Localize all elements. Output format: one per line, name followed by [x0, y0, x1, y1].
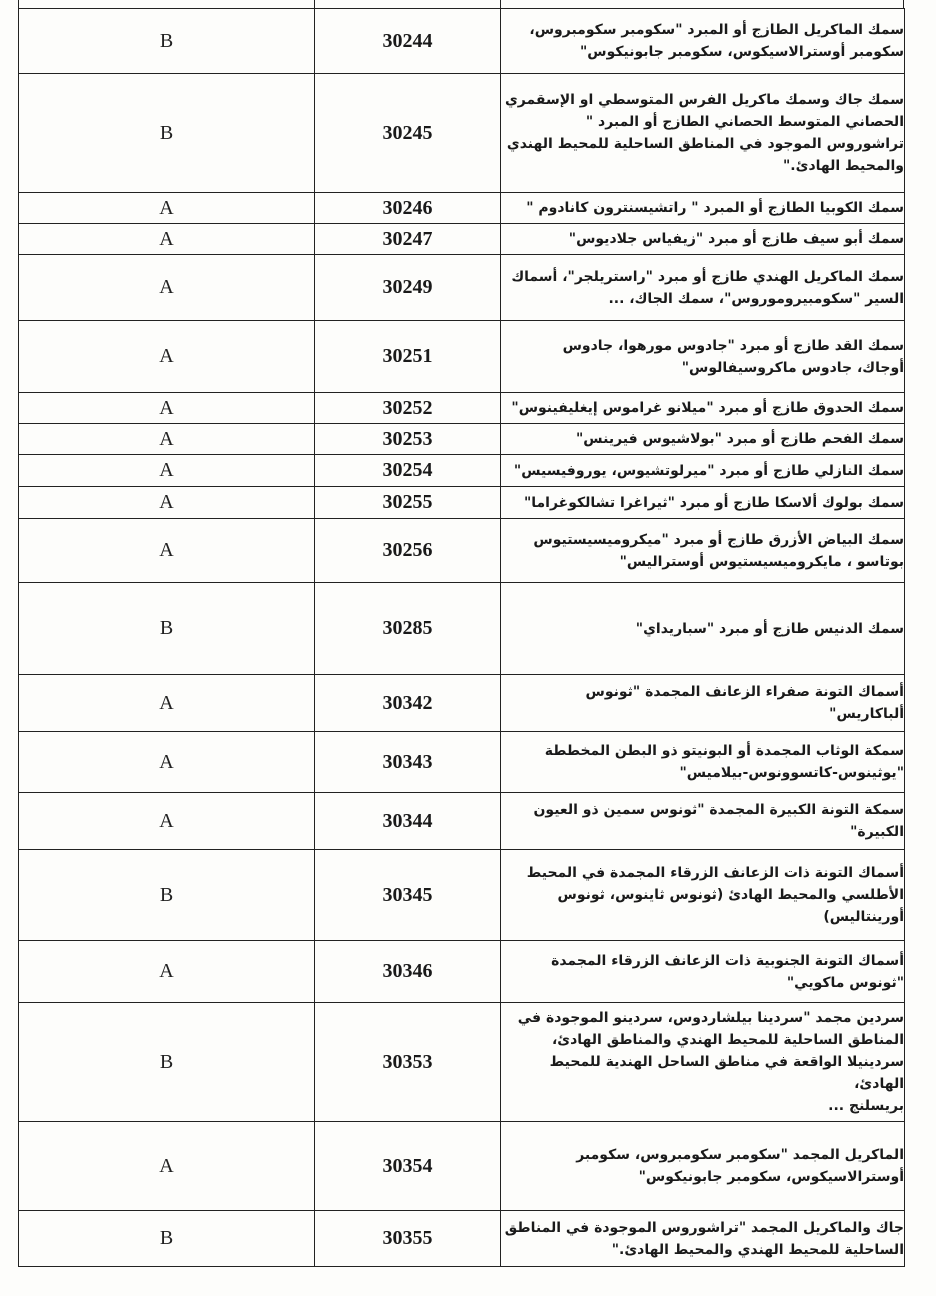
description-cell: سمك الفحم طازج أو مبرد "بولاشيوس فيرينس" [501, 424, 905, 455]
table-row [19, 74, 905, 193]
description-cell: سمك القد طازج أو مبرد "جادوس مورهوا، جادوس أوجاك، جادوس ماكروسيفالوس" [501, 321, 905, 393]
description-cell: سمك جاك وسمك ماكريل الفرس المتوسطي او الإسقمري الحصاني المتوسط الحصاني الطازج أو المبرد " تراشوروس الموجود في المناطق الساحلية للمحيط الهندي والمحيط الهادئ." [501, 74, 905, 193]
category-cell: A [19, 224, 315, 255]
table-row [19, 1122, 905, 1211]
description-cell: سمك الدنيس طازج أو مبرد "سباريداي" [501, 583, 905, 675]
category-cell: A [19, 255, 315, 321]
category-cell: B [19, 583, 315, 675]
table-row [19, 941, 905, 1003]
description-cell: سمك أبو سيف طازج أو مبرد "زيفياس جلاديوس" [501, 224, 905, 255]
fish-tariff-table [18, 8, 905, 1267]
category-cell: B [19, 74, 315, 193]
table-row [19, 321, 905, 393]
table-row [19, 793, 905, 850]
category-cell: B [19, 1003, 315, 1122]
category-cell: B [19, 9, 315, 74]
description-cell: أسماك التونة صفراء الزعانف المجمدة "ثونوس ألباكاريس" [501, 675, 905, 732]
category-cell: A [19, 732, 315, 793]
code-cell: 30285 [315, 583, 501, 675]
category-cell: A [19, 793, 315, 850]
code-cell: 30254 [315, 455, 501, 487]
table-row [19, 519, 905, 583]
code-cell: 30353 [315, 1003, 501, 1122]
table-row [19, 583, 905, 675]
category-cell: A [19, 1122, 315, 1211]
code-cell: 30354 [315, 1122, 501, 1211]
code-cell: 30344 [315, 793, 501, 850]
code-cell: 30251 [315, 321, 501, 393]
description-cell: جاك والماكريل المجمد "تراشوروس الموجودة في المناطق الساحلية للمحيط الهندي والمحيط الهادئ." [501, 1211, 905, 1267]
category-cell: A [19, 675, 315, 732]
code-cell: 30252 [315, 393, 501, 424]
code-cell: 30246 [315, 193, 501, 224]
table-row [19, 1003, 905, 1122]
code-cell: 30256 [315, 519, 501, 583]
table-row [19, 675, 905, 732]
code-cell: 30245 [315, 74, 501, 193]
description-cell: سردين مجمد "سردينا بيلشاردوس، سردينو الموجودة في المناطق الساحلية للمحيط الهندي والمناطق الهادئ، سردينيلا الواقعة في مناطق الساحل الهندية للمحيط الهادئ، بريسلنج ... [501, 1003, 905, 1122]
code-cell: 30343 [315, 732, 501, 793]
code-cell: 30249 [315, 255, 501, 321]
code-cell: 30355 [315, 1211, 501, 1267]
description-cell: سمك الماكريل الطازج أو المبرد "سكومبر سكومبروس، سكومبر أوسترالاسيكوس، سكومبر جابونيكوس" [501, 9, 905, 74]
table-row [19, 424, 905, 455]
table-row [19, 9, 905, 74]
category-cell: A [19, 321, 315, 393]
code-cell: 30346 [315, 941, 501, 1003]
table-row [19, 393, 905, 424]
category-cell: B [19, 1211, 315, 1267]
description-cell: سمك الكوبيا الطازج أو المبرد " راتشيسنترون كانادوم " [501, 193, 905, 224]
category-cell: A [19, 519, 315, 583]
code-cell: 30244 [315, 9, 501, 74]
description-cell: سمكة الوثاب المجمدة أو البونيتو ذو البطن المخططة "يوثينوس-كاتسوونوس-بيلاميس" [501, 732, 905, 793]
description-cell: سمك النازلي طازج أو مبرد "ميرلوتشيوس، يوروفيسيس" [501, 455, 905, 487]
description-cell: سمك البياض الأزرق طازج أو مبرد "ميكروميسيستيوس بوتاسو ، مايكروميسيستيوس أوستراليس" [501, 519, 905, 583]
category-cell: A [19, 941, 315, 1003]
category-cell: A [19, 424, 315, 455]
description-cell: سمك بولوك ألاسكا طازج أو مبرد "ثيراغرا تشالكوغراما" [501, 487, 905, 519]
category-cell: A [19, 193, 315, 224]
description-cell: سمك الحدوق طازج أو مبرد "ميلانو غراموس إيغليفينوس" [501, 393, 905, 424]
description-cell: سمك الماكريل الهندي طازج أو مبرد "راستريلجر"، أسماك السير "سكومبيروموروس"، سمك الجاك، ... [501, 255, 905, 321]
table-row [19, 1211, 905, 1267]
table-top-edge [18, 0, 904, 8]
table-row [19, 193, 905, 224]
category-cell: A [19, 487, 315, 519]
category-cell: A [19, 455, 315, 487]
category-cell: B [19, 850, 315, 941]
code-cell: 30345 [315, 850, 501, 941]
table-row [19, 487, 905, 519]
description-cell: أسماك التونة ذات الزعانف الزرقاء المجمدة في المحيط الأطلسي والمحيط الهادئ (ثونوس ثاينوس، ثونوس أورينتاليس) [501, 850, 905, 941]
table-row [19, 732, 905, 793]
table-row [19, 224, 905, 255]
table-row [19, 850, 905, 941]
category-cell: A [19, 393, 315, 424]
column-divider [314, 0, 315, 8]
description-cell: الماكريل المجمد "سكومبر سكومبروس، سكومبر أوسترالاسيكوس، سكومبر جابونيكوس" [501, 1122, 905, 1211]
description-cell: سمكة التونة الكبيرة المجمدة "ثونوس سمين ذو العيون الكبيرة" [501, 793, 905, 850]
table-row [19, 455, 905, 487]
column-divider [500, 0, 501, 8]
table-row [19, 255, 905, 321]
code-cell: 30255 [315, 487, 501, 519]
code-cell: 30342 [315, 675, 501, 732]
code-cell: 30253 [315, 424, 501, 455]
description-cell: أسماك التونة الجنوبية ذات الزعانف الزرقاء المجمدة "ثونوس ماكويي" [501, 941, 905, 1003]
code-cell: 30247 [315, 224, 501, 255]
